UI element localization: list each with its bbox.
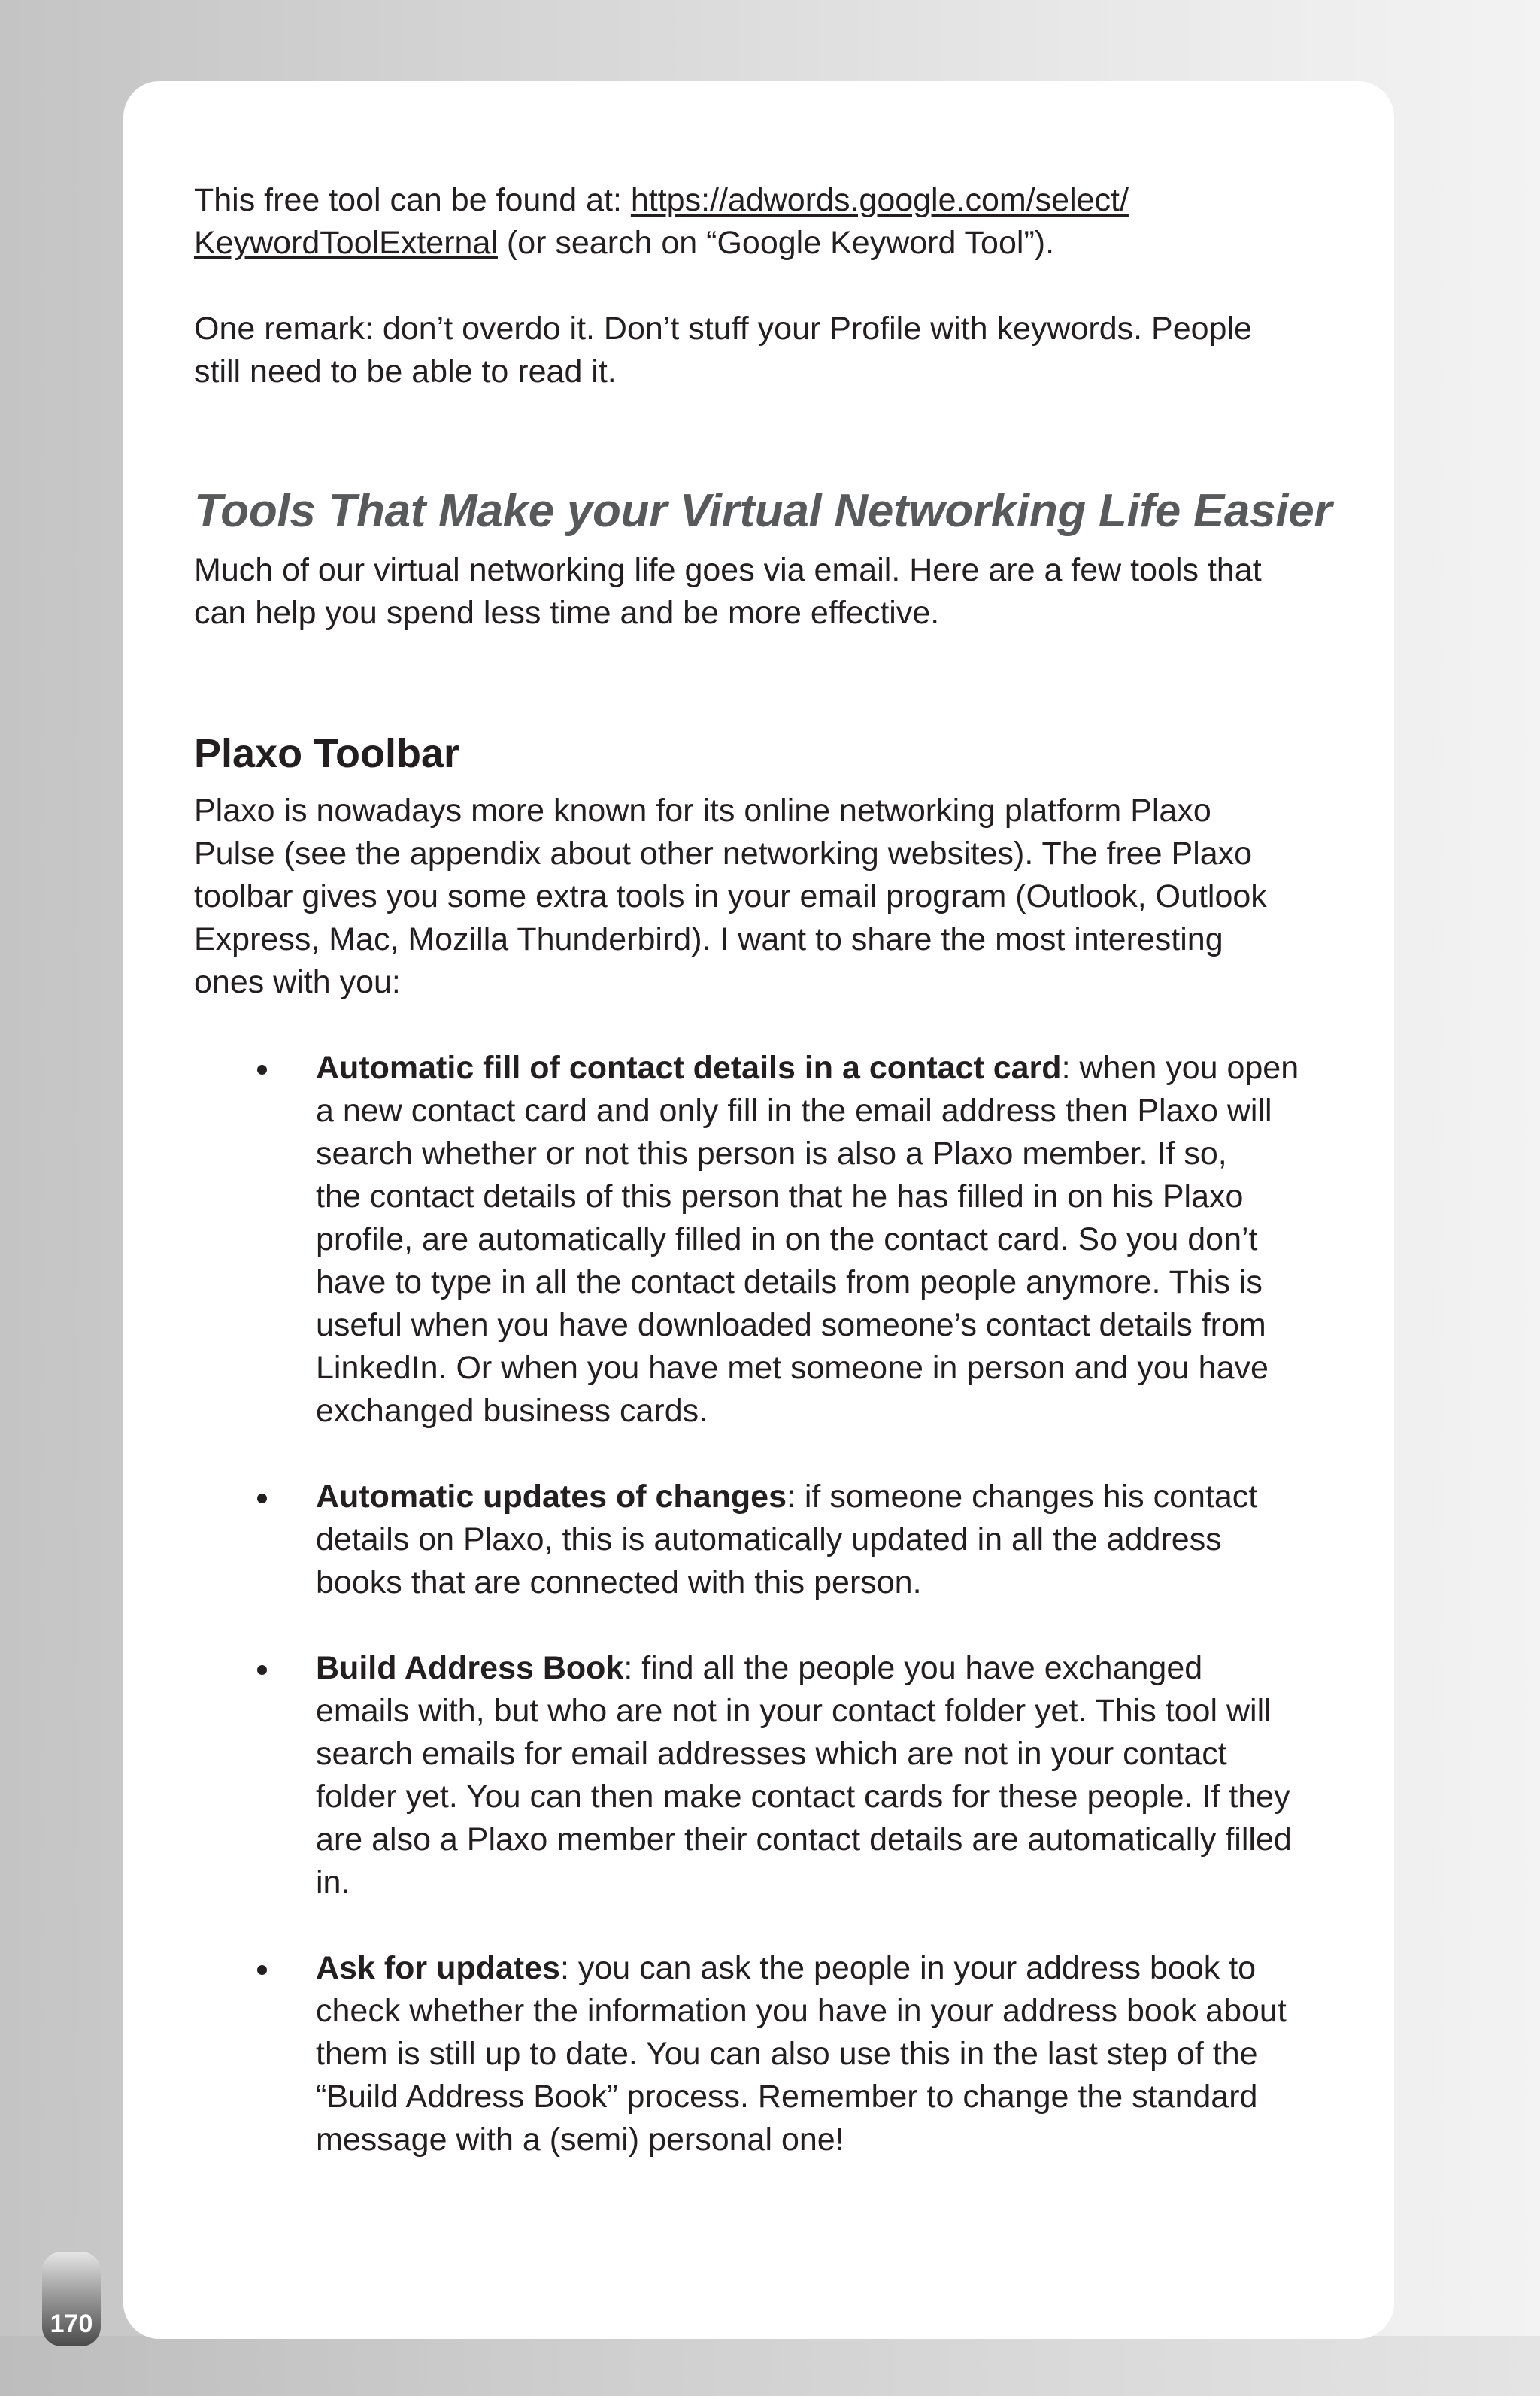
section-intro-line-1: Much of our virtual networking life goes via email. Here are a few tools that [194, 552, 1262, 588]
feature-text: : find all the people you have exchanged [623, 1650, 1203, 1686]
page-content [194, 179, 1367, 2161]
list-item [194, 1647, 1367, 1904]
plaxo-toolbar-heading: Plaxo Toolbar [194, 731, 460, 776]
page-number-tab [42, 2252, 101, 2346]
feature-term: Build Address Book [316, 1650, 624, 1686]
feature-term: Ask for updates [316, 1950, 560, 1986]
plaxo-intro-line-2: Pulse (see the appendix about other networking websites). The free Plaxo [194, 836, 1253, 872]
bullet-icon [257, 1665, 267, 1675]
bullet-icon [257, 1494, 267, 1503]
keyword-tool-link-part-2[interactable]: KeywordToolExternal [194, 225, 498, 261]
feature-line: LinkedIn. Or when you have met someone in person and you have [316, 1350, 1269, 1386]
feature-line: profile, are automatically filled in on the contact card. So you don’t [316, 1221, 1258, 1257]
feature-line: details on Plaxo, this is automatically updated in all the address [316, 1521, 1222, 1557]
plaxo-intro-line-1: Plaxo is nowadays more known for its online networking platform Plaxo [194, 793, 1211, 829]
feature-line: a new contact card and only fill in the email address then Plaxo will [316, 1093, 1272, 1129]
intro-paragraph-2 [194, 308, 1367, 393]
feature-line: books that are connected with this person. [316, 1564, 922, 1600]
feature-line: search emails for email addresses which are not in your contact [316, 1736, 1227, 1772]
feature-line: folder yet. You can then make contact cards for these people. If they [316, 1779, 1290, 1815]
intro-paragraph-1 [194, 179, 1367, 265]
feature-text: : if someone changes his contact [786, 1479, 1258, 1515]
page-number: 170 [50, 2310, 93, 2338]
intro-text-suffix: (or search on “Google Keyword Tool”). [497, 225, 1055, 261]
plaxo-intro-paragraph [194, 790, 1367, 1004]
feature-line: in. [316, 1864, 350, 1900]
intro-p2-line-1: One remark: don’t overdo it. Don’t stuff your Profile with keywords. People [194, 311, 1252, 347]
feature-line: exchanged business cards. [316, 1393, 708, 1429]
feature-line: search whether or not this person is also a Plaxo member. If so, [316, 1136, 1227, 1172]
feature-line: “Build Address Book” process. Remember to change the standard [316, 2079, 1258, 2115]
bullet-icon [257, 1065, 267, 1075]
feature-line: are also a Plaxo member their contact details are automatically filled [316, 1821, 1292, 1858]
feature-line: useful when you have downloaded someone’s contact details from [316, 1307, 1266, 1343]
feature-line: have to type in all the contact details from people anymore. This is [316, 1264, 1263, 1300]
feature-line: check whether the information you have in your address book about [316, 1993, 1287, 2029]
feature-line: them is still up to date. You can also use this in the last step of the [316, 2036, 1258, 2072]
intro-p2-line-2: still need to be able to read it. [194, 353, 617, 390]
section-intro-line-2: can help you spend less time and be more effective. [194, 595, 940, 631]
list-item [194, 1047, 1367, 1433]
feature-text: : you can ask the people in your address book to [559, 1950, 1257, 1986]
plaxo-intro-line-3: toolbar gives you some extra tools in your email program (Outlook, Outlook [194, 878, 1267, 914]
feature-line: emails with, but who are not in your contact folder yet. This tool will [316, 1693, 1272, 1729]
list-item [194, 1947, 1367, 2161]
feature-term: Automatic fill of contact details in a contact card [316, 1050, 1062, 1086]
section-heading: Tools That Make your Virtual Networking Life Easier [194, 485, 1332, 537]
feature-text: : when you open [1061, 1050, 1299, 1086]
intro-text-prefix: This free tool can be found at: [194, 182, 631, 218]
keyword-tool-link-part-1[interactable]: https://adwords.google.com/select/ [630, 182, 1129, 218]
bullet-icon [257, 1965, 267, 1975]
plaxo-intro-line-5: ones with you: [194, 964, 401, 1000]
plaxo-features-list [194, 1047, 1367, 2161]
page-background-band [0, 2336, 1540, 2396]
feature-line: the contact details of this person that he has filled in on his Plaxo [316, 1178, 1244, 1215]
plaxo-intro-line-4: Express, Mac, Mozilla Thunderbird). I want to share the most interesting [194, 921, 1223, 957]
feature-term: Automatic updates of changes [316, 1479, 787, 1515]
feature-line: message with a (semi) personal one! [316, 2122, 844, 2158]
list-item [194, 1476, 1367, 1604]
section-intro-paragraph [194, 549, 1367, 635]
